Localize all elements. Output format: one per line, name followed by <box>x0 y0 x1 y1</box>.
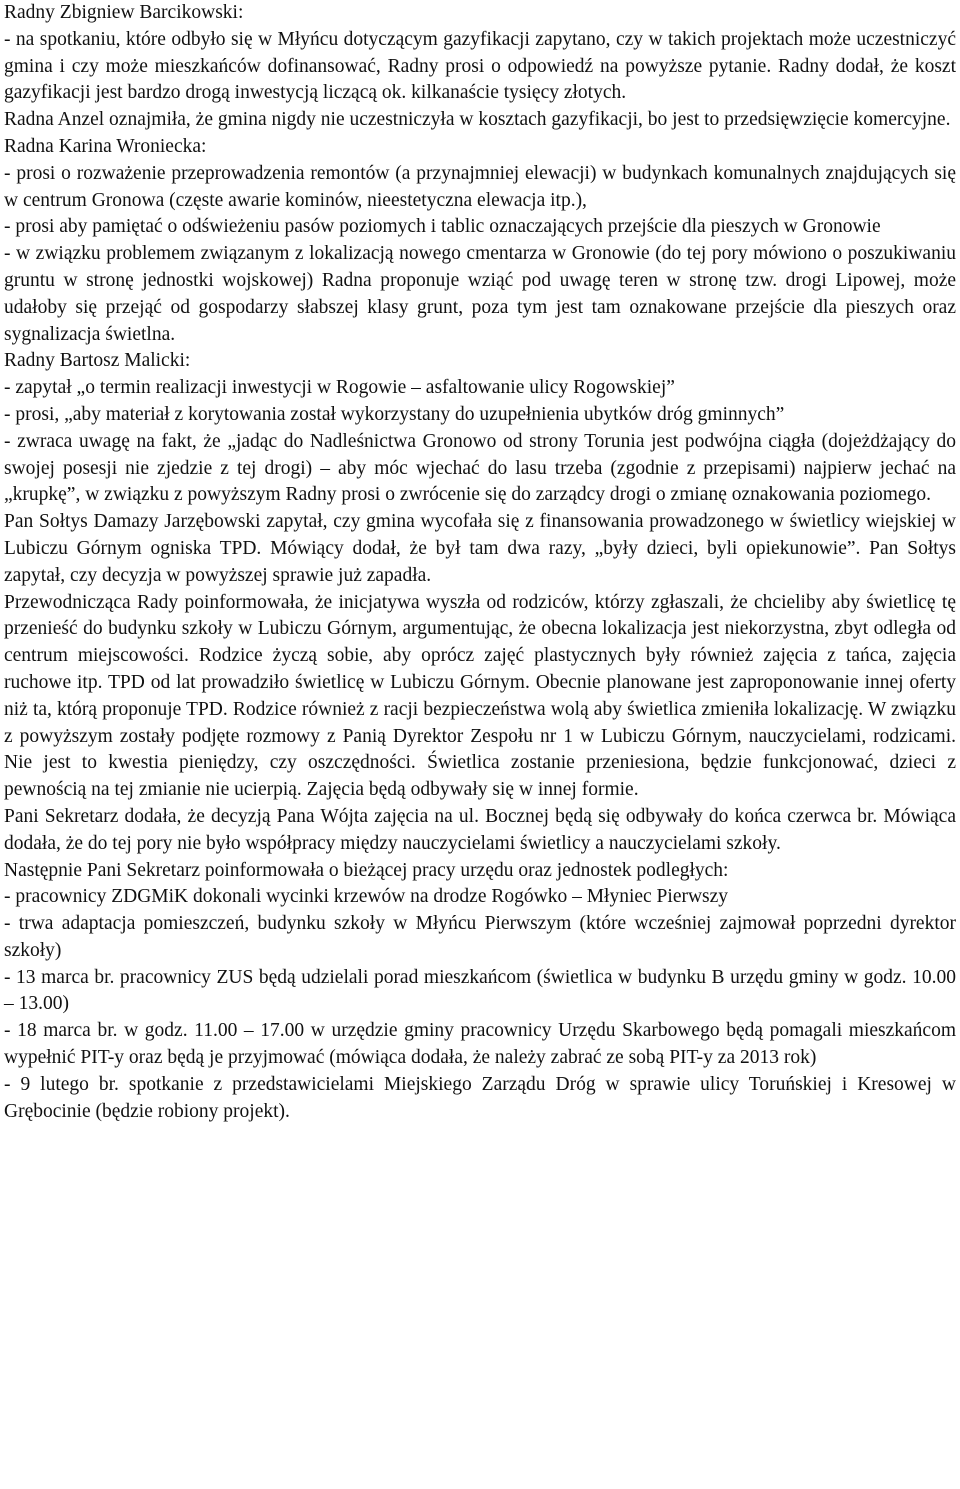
paragraph: - w związku problemem związanym z lokalizacją nowego cmentarza w Gronowie (do tej pory mówiono o poszukiwaniu gruntu w stronę jednostki wojskowej) Radna proponuje wziąć pod uwagę teren w stronę tzw. drogi Lipowej, może udałoby się przejąć od gospodarzy słabszej klasy grunt, poza tym jest tam oznakowane przejście dla pieszych oraz sygnalizacja świetlna. <box>4 243 956 345</box>
document-body <box>4 0 956 1125</box>
paragraph: - prosi, „aby materiał z korytowania został wykorzystany do uzupełnienia ubytków dróg gminnych” <box>4 403 785 425</box>
list-item: - 9 lutego br. spotkanie z przedstawicielami Miejskiego Zarządu Dróg w sprawie ulicy Toruńskiej i Kresowej w Grębocinie (będzie robiony projekt). <box>4 1073 956 1122</box>
paragraph: - zwraca uwagę na fakt, że „jadąc do Nadleśnictwa Gronowo od strony Torunia jest podwójna ciągła (dojeżdżający do swojej posesji nie zjedzie z tej drogi) – aby móc wjechać do lasu trzeba (zgodnie z przepisami) najpierw jechać na „krupkę”, w związku z powyższym Radny prosi o zwrócenie się do zarządcy drogi o zmianę oznakowania poziomego. <box>4 430 956 506</box>
paragraph: Radna Anzel oznajmiła, że gmina nigdy nie uczestniczyła w kosztach gazyfikacji, bo jest to przedsięwzięcie komercyjne. <box>4 109 951 131</box>
speaker-heading: Radny Zbigniew Barcikowski: <box>4 2 244 23</box>
list-item: - 18 marca br. w godz. 11.00 – 17.00 w urzędzie gminy pracownicy Urzędu Skarbowego będą pomagali mieszkańcom wypełnić PIT-y oraz będą je przyjmować (mówiąca dodała, że należy zabrać ze sobą PIT-y za 2013 rok) <box>4 1020 956 1069</box>
speaker-heading: Radny Bartosz Malicki: <box>4 350 191 372</box>
list-item: - trwa adaptacja pomieszczeń, budynku szkoły w Młyńcu Pierwszym (które wcześniej zajmował poprzedni dyrektor szkoły) <box>4 913 956 961</box>
paragraph: - zapytał „o termin realizacji inwestycji w Rogowie – asfaltowanie ulicy Rogowskiej” <box>4 377 675 399</box>
paragraph: - prosi o rozważenie przeprowadzenia remontów (a przynajmniej elewacji) w budynkach komunalnych znajdujących się w centrum Gronowa (częste awarie kominów, nieestetyczna elewacja itp.), <box>4 162 956 211</box>
paragraph: Następnie Pani Sekretarz poinformowała o bieżącej pracy urzędu oraz jednostek podległych: <box>4 859 729 881</box>
paragraph: Pani Sekretarz dodała, że decyzją Pana Wójta zajęcia na ul. Bocznej będą się odbywały do końca czerwca br. Mówiąca dodała, że do tej pory nie było współpracy między nauczycielami świetlicy a nauczycielami szkoły. <box>4 805 956 854</box>
list-item: - 13 marca br. pracownicy ZUS będą udzielali porad mieszkańcom (świetlica w budynku B urzędu gminy w godz. 10.00 – 13.00) <box>4 966 956 1015</box>
paragraph: Pan Sołtys Damazy Jarzębowski zapytał, czy gmina wycofała się z finansowania prowadzonego w świetlicy wiejskiej w Lubiczu Górnym ogniska TPD. Mówiący dodał, że był tam dwa razy, „były dzieci, byli opiekunowie”. Pan Sołtys zapytał, czy decyzja w powyższej sprawie już zapadła. <box>4 511 956 586</box>
paragraph: - na spotkaniu, które odbyło się w Młyńcu dotyczącym gazyfikacji zapytano, czy w takich projektach może uczestniczyć gmina i czy może mieszkańców dofinansować, Radny prosi o odpowiedź na powyższe pytanie. Radny dodał, że koszt gazyfikacji jest bardzo drogą inwestycją liczącą ok. kilkanaście tysięcy złotych. <box>4 28 956 104</box>
list-item: - pracownicy ZDGMiK dokonali wycinki krzewów na drodze Rogówko – Młyniec Pierwszy <box>4 886 729 908</box>
paragraph: - prosi aby pamiętać o odświeżeniu pasów poziomych i tablic oznaczających przejście dla pieszych w Gronowie <box>4 216 881 238</box>
paragraph: Przewodnicząca Rady poinformowała, że inicjatywa wyszła od rodziców, którzy zgłaszali, że chcieliby aby świetlicę tę przenieść do budynku szkoły w Lubiczu Górnym, argumentując, że obecna lokalizacja jest niekorzystna, zbyt odległa od centrum miejscowości. Rodzice życzą sobie, aby oprócz zajęć plastycznych były również zajęcia z tańca, zajęcia ruchowe itp. TPD od lat prowadziło świetlicę w Lubiczu Górnym. Obecnie planowane jest zaproponowanie innej oferty niż ta, którą proponuje TPD. Rodzice również z racji bezpieczeństwa wolą aby świetlica zmieniła lokalizację. W związku z powyższym zostały podjęte rozmowy z Panią Dyrektor Zespołu nr 1 w Lubiczu Górnym, nauczycielami, rodzicami. Nie jest to kwestia pieniędzy, czy oszczędności. Świetlica zostanie przeniesiona, będzie funkcjonować, dzieci z pewnością na tej zmianie nie ucierpią. Zajęcia będą odbywały się w innej formie. <box>4 591 956 801</box>
speaker-heading: Radna Karina Wroniecka: <box>4 135 207 157</box>
